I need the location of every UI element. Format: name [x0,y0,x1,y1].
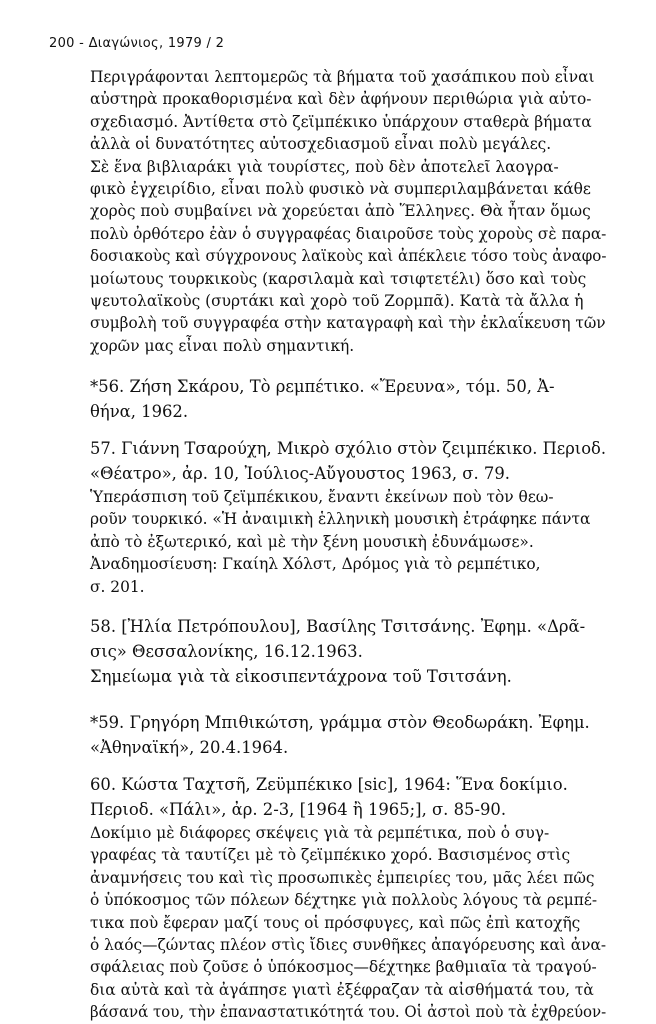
text-line: ροῦν τουρκικό. «Ἡ ἀναιμικὴ ἑλληνικὴ μουσικὴ ἐτράφηκε πάντα [90,510,591,529]
reference-59 [90,710,606,760]
text-line: «Ἀθηναϊκή», 20.4.1964. [90,738,289,757]
text-line: χορὸς ποὺ συμβαίνει νὰ χορεύεται ἀπὸ Ἕλληνες. Θὰ ἦταν ὅμως [90,202,591,221]
reference-57 [90,436,606,486]
text-line: αὐστηρὰ προκαθορισμένα καὶ δὲν ἀφήνουν περιθώρια γιὰ αὐτο- [90,90,592,109]
text-line: ἀπὸ τὸ ἐξωτερικό, καὶ μὲ τὴν ξένη μουσικὴ ἐδυνάμωσε». [90,532,534,551]
text-line: δια αὐτὰ καὶ τὰ ἀγάπησε γιατὶ ἐξέφραζαν τὰ αἰσθήματά του, τὰ [90,980,594,999]
text-line: Σημείωμα γιὰ τὰ εἰκοσιπεντάχρονα τοῦ Τσιτσάνη. [90,667,512,686]
text-line: σφάλειας ποὺ ζοῦσε ὁ ὑπόκοσμος—δέχτηκε βαθμιαῖα τὰ τραγού- [90,958,597,977]
reference-60 [90,772,606,822]
text-line: ὁ λαός—ζώντας πλέον στὶς ἴδιες συνθῆκες ἀπαγόρευσης καὶ ἀνα- [90,936,607,955]
text-line: μοίωτους τουρκικοὺς (καρσιλαμὰ καὶ τσιφτετέλι) ὅσο καὶ τοὺς [90,269,587,288]
reference-58 [90,614,606,689]
text-line: Ὑπεράσπιση τοῦ ζεϊμπέκικου, ἔναντι ἐκείνων ποὺ τὸν θεω- [90,488,554,506]
text-line: σχεδιασμό. Ἀντίθετα στὸ ζεϊμπέκικο ὑπάρχουν σταθερὰ βήματα [90,112,592,131]
paragraph-chasapiko-description [90,66,606,357]
text-line: χορῶν μας εἶναι πολὺ σημαντική. [90,336,355,355]
text-line: Δοκίμιο μὲ διάφορες σκέψεις γιὰ τὰ ρεμπέτικα, ποὺ ὁ συγ- [90,824,550,842]
text-line: Περιοδ. «Πάλι», ἀρ. 2-3, [1964 ἢ 1965;], σ. 85-90. [90,800,507,819]
text-line: 60. Κώστα Ταχτσῆ, Ζεϋμπέκικο [sic], 1964: Ἕνα δοκίμιο. [90,775,568,794]
annotation-57 [90,486,606,598]
text-line: ἀναμνήσεις του καὶ τὶς προσωπικὲς ἐμπειρίες του, μᾶς λέει πῶς [90,868,595,887]
text-line: 57. Γιάννη Τσαρούχη, Μικρὸ σχόλιο στὸν ζειμπέκικο. Περιοδ. [90,439,606,458]
annotation-60 [90,822,606,1024]
text-line: 58. [Ἠλία Πετρόπουλου], Βασίλης Τσιτσάνης. Ἐφημ. «Δρᾶ- [90,617,586,636]
text-line: Σὲ ἕνα βιβλιαράκι γιὰ τουρίστες, ποὺ δὲν ἀποτελεῖ λαογρα- [90,157,559,176]
text-line: ἀλλὰ οἱ δυνατότητες αὐτοσχεδιασμοῦ εἶναι πολὺ μεγάλες. [90,135,552,154]
text-line: δοσιακοὺς καὶ σύγχρονους λαϊκοὺς καὶ ἀπέκλειε τόσο τοὺς ἀναφο- [90,247,607,266]
text-line: θήνα, 1962. [90,402,189,421]
text-line: γραφέας τὰ ταυτίζει μὲ τὸ ζεϊμπέκικο χορό. Βασισμένος στὶς [90,846,571,865]
text-line: Ἀναδημοσίευση: Γκαίηλ Χόλστ, Δρόμος γιὰ τὸ ρεμπέτικο, [90,555,541,574]
text-line: φικὸ ἐγχειρίδιο, εἶναι πολὺ φυσικὸ νὰ συμπεριλαμβάνεται κάθε [90,180,591,199]
text-line: βάσανά του, τὴν ἐπαναστατικότητά του. Οἱ ἀστοὶ ποὺ τὰ ἐχθρεύον- [90,1003,607,1022]
text-line: σ. 201. [90,577,145,596]
text-line: τικα ποὺ ἔφεραν μαζί τους οἱ πρόσφυγες, καὶ πῶς ἐπὶ κατοχῆς [90,913,581,932]
text-line: ψευτολαϊκοὺς (συρτάκι καὶ χορὸ τοῦ Ζορμπᾶ). Κατὰ τὰ ἄλλα ἡ [90,292,584,311]
text-line: ὁ ὑπόκοσμος τῶν πόλεων δέχτηκε γιὰ πολλοὺς λόγους τὰ ρεμπέ- [90,891,598,910]
text-line: σις» Θεσσαλονίκης, 16.12.1963. [90,642,363,661]
text-line: *59. Γρηγόρη Μπιθικώτση, γράμμα στὸν Θεοδωράκη. Ἐφημ. [90,713,590,732]
text-line: *56. Ζήση Σκάρου, Τὸ ρεμπέτικο. «Ἔρευνα», τόμ. 50, Ἀ- [90,377,555,396]
reference-56 [90,374,606,424]
text-line: Περιγράφονται λεπτομερῶς τὰ βήματα τοῦ χασάπικου ποὺ εἶναι [90,68,595,86]
text-line: πολὺ ὀρθότερο ἐὰν ὁ συγγραφέας διαιροῦσε τοὺς χοροὺς σὲ παρα- [90,224,607,243]
text-line: «Θέατρο», ἀρ. 10, Ἰούλιος-Αὔγουστος 1963, σ. 79. [90,464,510,483]
running-head: 200 - Διαγώνιος, 1979 / 2 [49,36,225,51]
text-line: συμβολὴ τοῦ συγγραφέα στὴν καταγραφὴ καὶ τὴν ἐκλαΐκευση τῶν [90,314,606,333]
